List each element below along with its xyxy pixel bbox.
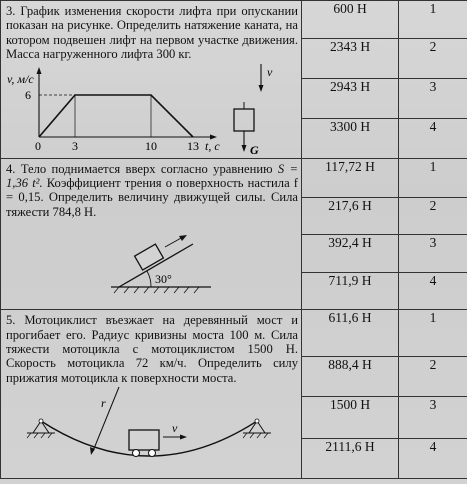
motorcycle-icon xyxy=(129,430,159,450)
answer-5-4-number: 4 xyxy=(399,439,467,479)
problem-5-cell xyxy=(1,310,302,479)
block-icon xyxy=(135,244,164,270)
incline-figure xyxy=(1,219,301,309)
weight-label: G xyxy=(250,142,259,157)
answer-5-4[interactable]: 2111,6 Н xyxy=(302,439,399,479)
answer-4-2-number: 2 xyxy=(399,197,467,235)
answer-3-1[interactable]: 600 Н xyxy=(302,1,399,39)
answer-4-2[interactable]: 217,6 Н xyxy=(302,197,399,235)
answer-3-2-number: 2 xyxy=(399,39,467,78)
answer-5-3-number: 3 xyxy=(399,397,467,439)
answer-5-2[interactable]: 888,4 Н xyxy=(302,357,399,397)
origin-label: 0 xyxy=(35,138,41,153)
answer-3-3-number: 3 xyxy=(399,78,467,118)
problem-3-cell xyxy=(1,1,302,159)
y-axis-label: v, м/с xyxy=(7,71,34,86)
answer-3-2[interactable]: 2343 Н xyxy=(302,39,399,78)
answer-5-1[interactable]: 611,6 Н xyxy=(302,310,399,357)
angle-label: 30° xyxy=(155,272,172,287)
answer-4-4[interactable]: 711,9 Н xyxy=(302,273,399,310)
y-tick-6: 6 xyxy=(25,87,31,102)
answer-3-1-number: 1 xyxy=(399,1,467,39)
answer-4-4-number: 4 xyxy=(399,273,467,310)
problem-4-text: 4. Тело поднимается вверх согласно уравнению S = 1,36 t². Коэффициент трения о поверхность настила f = 0,15. Определить величину движущей силы. Сила тяжести 784,8 Н. xyxy=(6,161,299,219)
x-axis-label: t, c xyxy=(205,138,220,153)
lift-box-icon xyxy=(234,109,254,131)
answer-3-4-number: 4 xyxy=(399,119,467,158)
answer-4-1-number: 1 xyxy=(399,158,467,197)
x-tick-10: 10 xyxy=(145,138,157,153)
problem-3-text: 3. График изменения скорости лифта при опускании показан на рисунке. Определить натяжение каната, на котором подвешен лифт на первом участке движения. Масса нагруженного лифта 300 кг. xyxy=(6,4,298,62)
x-tick-13: 13 xyxy=(187,138,199,153)
answer-5-2-number: 2 xyxy=(399,357,467,397)
problem-5-text: 5. Мотоциклист въезжает на деревянный мост и прогибает его. Радиус кривизны моста 100 м. Сила тяжести мотоцикла с мотоциклистом 1500 Н. Скорость мотоцикла 72 км/ч. Определить силу прижатия мотоцикла к поверхности моста. xyxy=(6,313,298,385)
bridge-figure xyxy=(1,385,301,473)
radius-label: r xyxy=(101,396,106,411)
velocity-label: v xyxy=(267,64,273,79)
lift-velocity-graph xyxy=(1,62,301,158)
answer-5-3[interactable]: 1500 Н xyxy=(302,397,399,439)
answer-5-1-number: 1 xyxy=(399,310,467,357)
answer-3-3[interactable]: 2943 Н xyxy=(302,78,399,118)
equation: S = 1,36 t². xyxy=(6,161,299,191)
bridge-velocity-label: v xyxy=(172,421,178,436)
answer-4-3-number: 3 xyxy=(399,235,467,273)
answer-3-4[interactable]: 3300 Н xyxy=(302,119,399,158)
answer-4-3[interactable]: 392,4 Н xyxy=(302,235,399,273)
answer-4-1[interactable]: 117,72 Н xyxy=(302,158,399,197)
x-tick-3: 3 xyxy=(72,138,78,153)
problem-4-cell xyxy=(1,158,302,310)
